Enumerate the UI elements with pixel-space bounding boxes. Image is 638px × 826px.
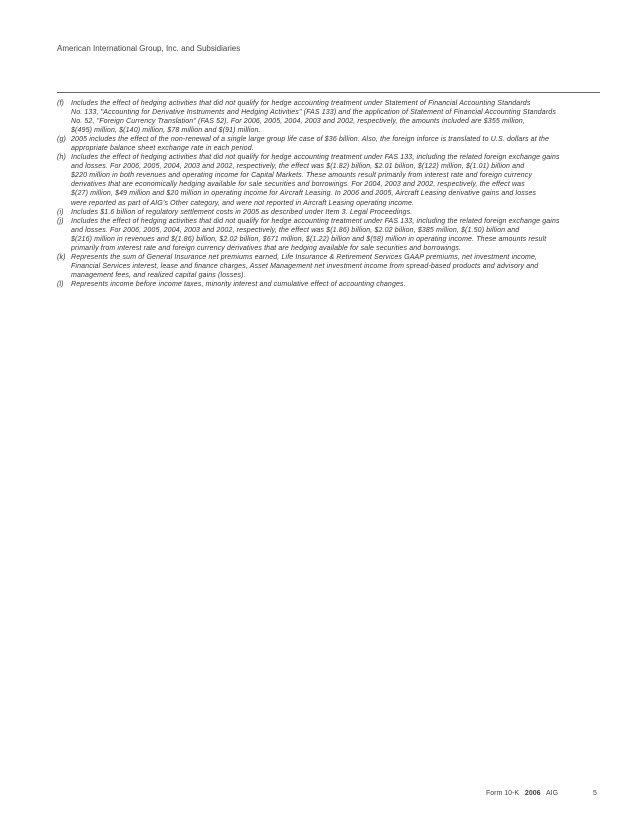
footnote-line: and losses. For 2006, 2005, 2004, 2003 and 2002, respectively, the effect was $(1.86) billion, $2.02 billion, $385 million, $(1.50) billion and — [71, 226, 520, 234]
footnotes-list — [57, 99, 603, 289]
footnote — [57, 135, 603, 153]
footnote-line: $(216) million in revenues and $(1.86) billion, $2.02 billion, $671 million, $(1.22) billion and $(58) million in operating income. These amounts result — [71, 235, 547, 243]
header-divider — [57, 92, 600, 93]
footnote-line: primarily from interest rate and foreign currency derivatives that are hedging available for sale securities and borrowings. — [71, 244, 462, 252]
footnote-line: Represents the sum of General Insurance net premiums earned, Life Insurance & Retirement Services GAAP premiums, net investment income, — [71, 253, 538, 261]
footnote-line: No. 52, "Foreign Currency Translation" (FAS 52). For 2006, 2005, 2004, 2003 and 2002, respectively, the amounts included are $355 million, — [71, 118, 525, 126]
page-number: 5 — [593, 790, 597, 797]
footnote — [57, 280, 603, 289]
footer-company: AIG — [545, 790, 559, 797]
footnote-line: Financial Services interest, lease and finance charges, Asset Management net investment income from spread-based products and advisory and — [71, 262, 539, 270]
footnote-line: and losses. For 2006, 2005, 2004, 2003 and 2002, respectively, the effect was $(1.82) billion, $2.01 billion, $(122) million, $(1.01) billion and — [71, 163, 525, 171]
footnote-marker: (i) — [57, 208, 64, 216]
footnote-line: appropriate balance sheet exchange rate in each period. — [71, 145, 254, 153]
footnote-marker: (j) — [57, 217, 64, 225]
footnote — [57, 208, 603, 217]
company-header: American International Group, Inc. and Subsidiaries — [57, 44, 241, 53]
footnote-line: management fees, and realized capital gains (losses). — [71, 271, 246, 279]
footnote-marker: (k) — [57, 253, 66, 261]
footnote-line: derivatives that are economically hedging available for sale securities and borrowings. For 2004, 2003 and 2002, respectively, the effect was — [71, 181, 525, 189]
footnote-line: Includes the effect of hedging activities that did not qualify for hedge accounting treatment under FAS 133, including the related foreign exchange gains — [71, 217, 560, 225]
footnote-line: Includes $1.6 billion of regulatory settlement costs in 2005 as described under Item 3. Legal Proceedings. — [71, 208, 413, 216]
footnote-marker: (l) — [57, 280, 64, 288]
footnote-line: $220 million in both revenues and operating income for Capital Markets. These amounts result primarily from interest rate and foreign currency — [71, 172, 533, 180]
footnote-marker: (g) — [57, 136, 66, 144]
footnote-line: No. 133, "Accounting for Derivative Instruments and Hedging Activities" (FAS 133) and the application of Statement of Financial Accounting Standards — [71, 109, 556, 117]
footnote-marker: (h) — [57, 154, 66, 162]
footer-form-label: Form 10-K — [486, 790, 520, 797]
footnote-marker: (f) — [57, 100, 65, 107]
footnote-line: Represents income before income taxes, minority interest and cumulative effect of accounting changes. — [71, 280, 406, 288]
footnote — [57, 253, 603, 280]
footnote-line: Includes the effect of hedging activities that did not qualify for hedge accounting treatment under FAS 133, including the related foreign exchange gains — [71, 154, 560, 162]
footnote-line: were reported as part of AIG's Other category, and were not reported in Aircraft Leasing operating income. — [71, 199, 415, 207]
footnote-line: Includes the effect of hedging activities that did not qualify for hedge accounting treatment under Statement of Financial Accounting Standards — [71, 100, 531, 107]
footnote — [57, 99, 603, 135]
footer-year: 2006 — [524, 790, 541, 797]
footnote — [57, 217, 603, 253]
footnote-line: $(27) million, $49 million and $20 million in operating income for Aircraft Leasing. In 2006 and 2005, Aircraft Leasing derivative gains and losses — [71, 190, 537, 198]
footnote-line: $(495) million, $(140) million, $78 million and $(91) million. — [71, 127, 261, 135]
footnote — [57, 153, 603, 207]
footnote-line: 2005 includes the effect of the non-renewal of a single large group life case of $36 billion. Also, the foreign inforce is translated to U.S. dollars at the — [71, 136, 550, 144]
page-footer — [486, 790, 558, 797]
